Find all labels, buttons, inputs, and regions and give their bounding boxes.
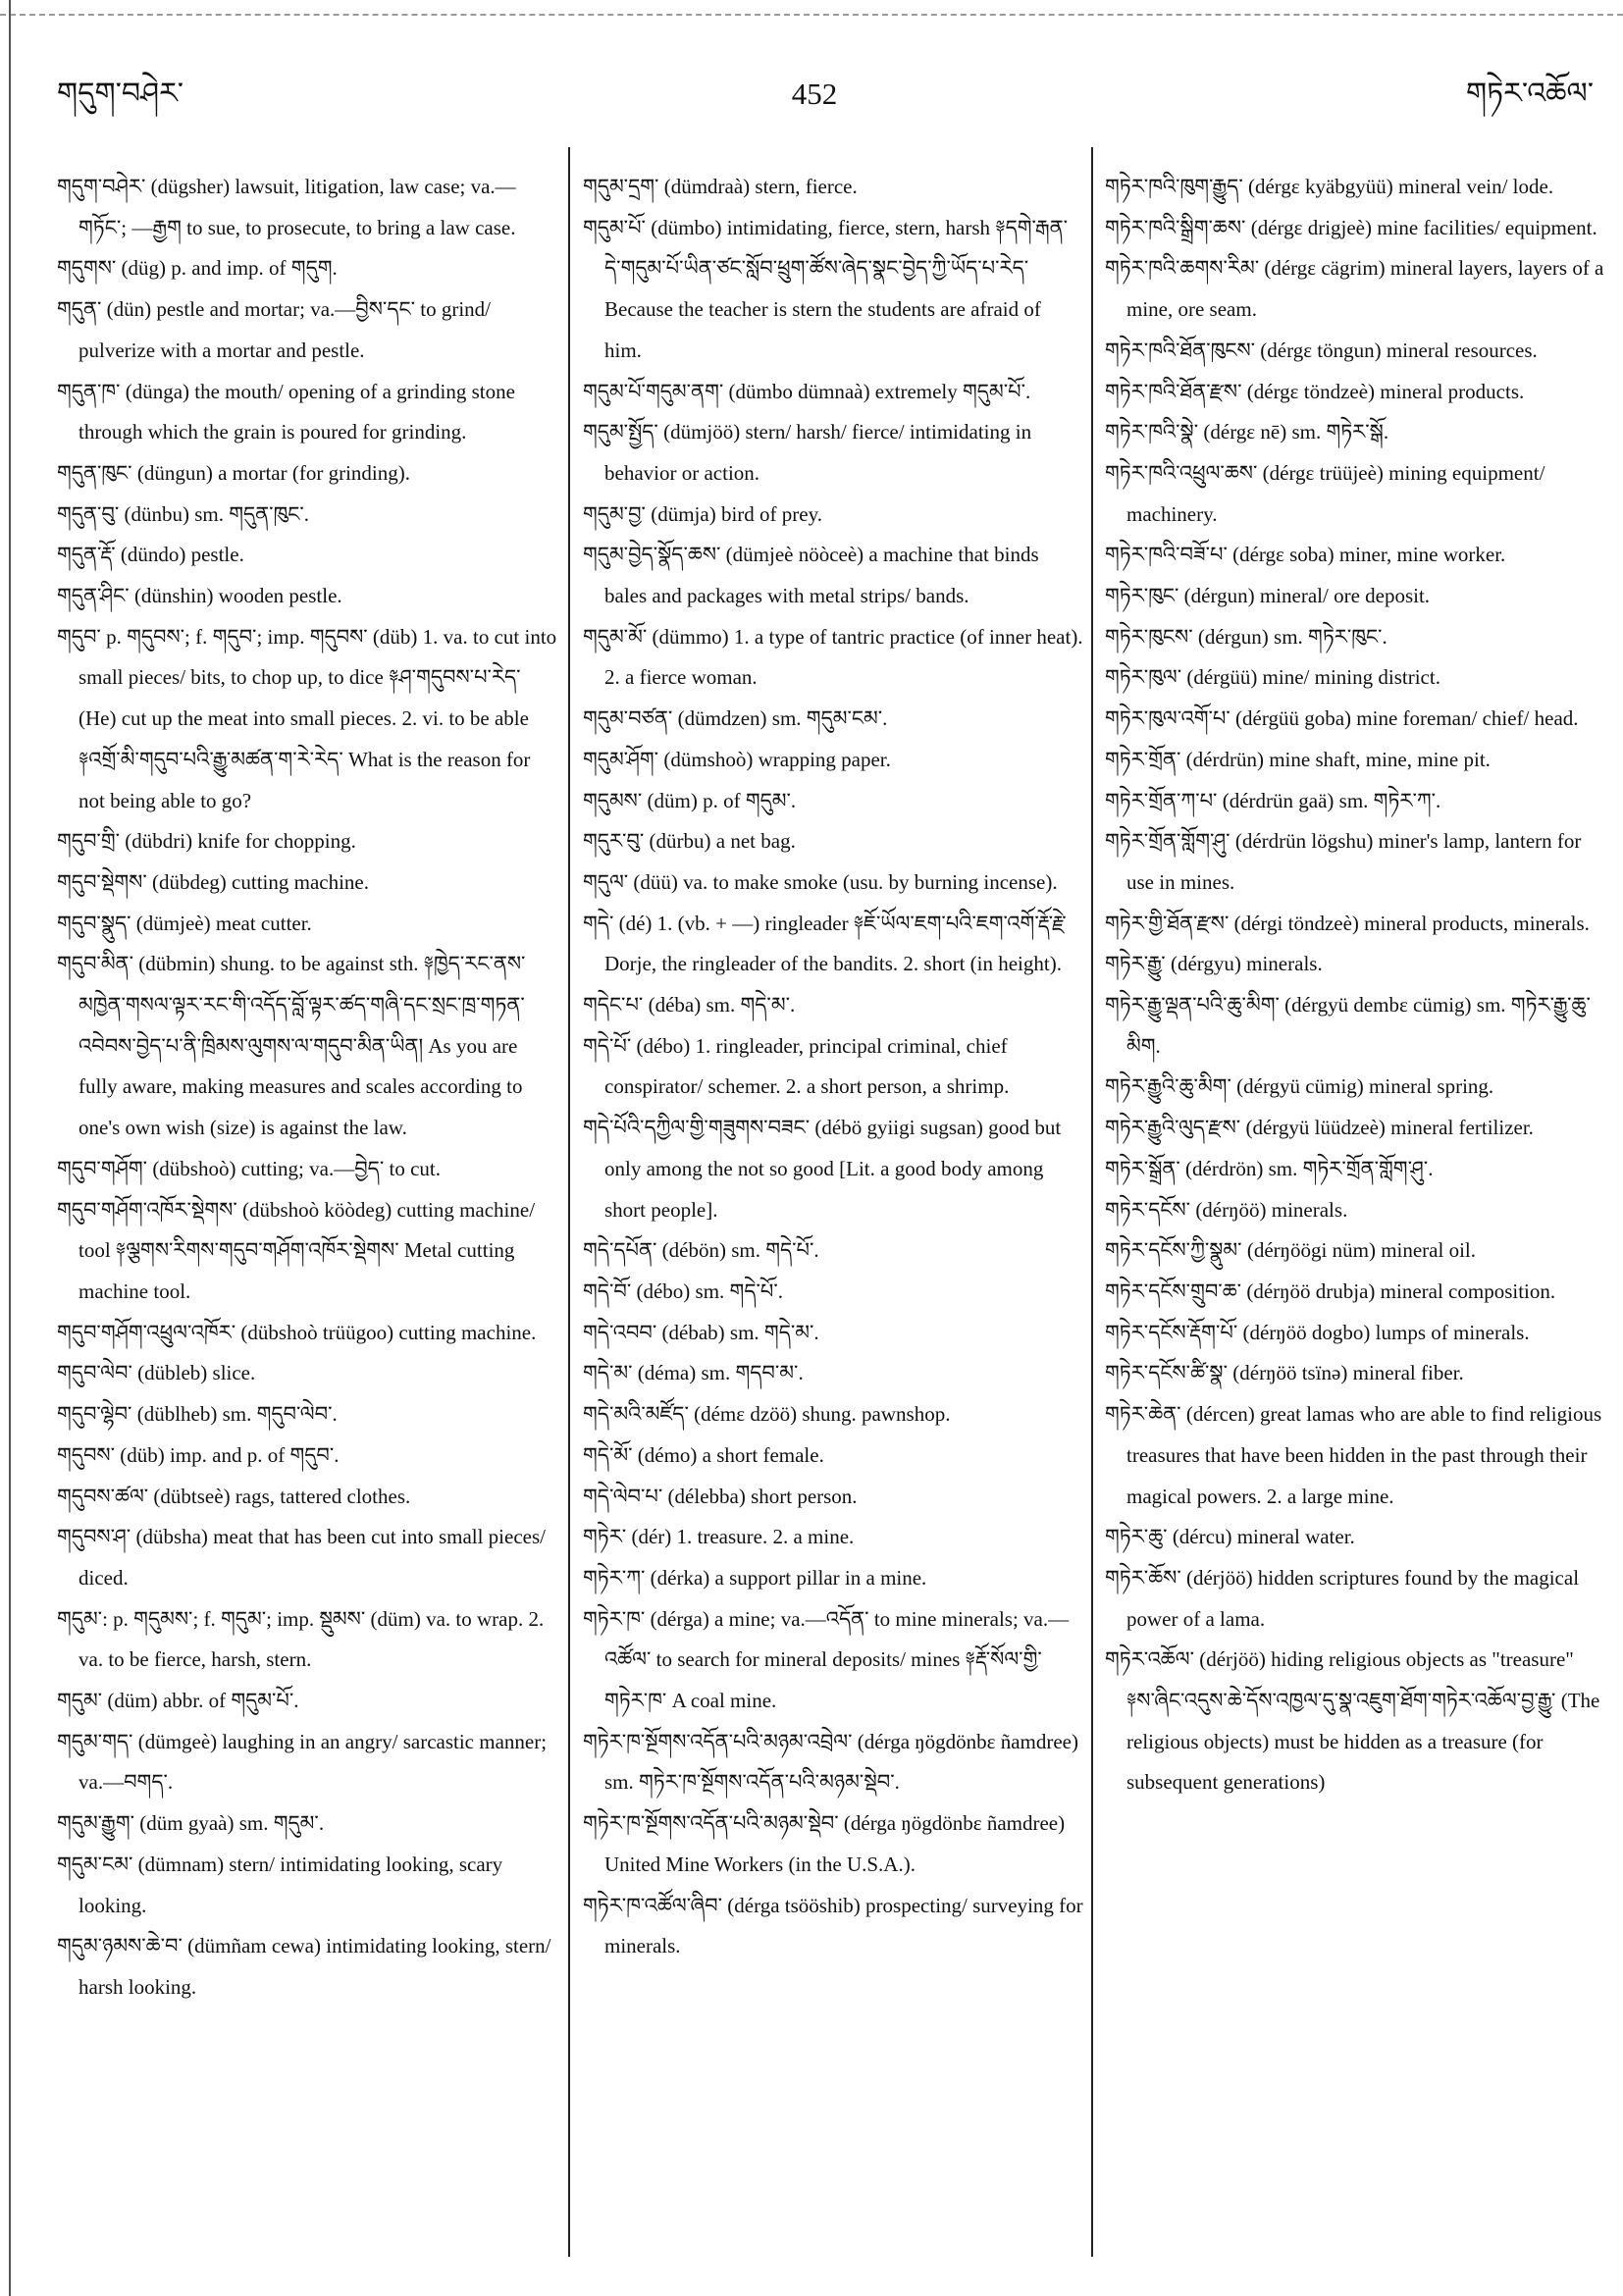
dictionary-entry: གདུམ་གད་ (dümgeè) laughing in an angry/ sarcastic manner; va.—བགད་. bbox=[57, 1729, 548, 1795]
dictionary-entry: གདུམ་: p. གདུམས་; f. གདུམ་; imp. སྡུམས་ (düm) va. to wrap. 2. va. to be fierce, harsh, stern. bbox=[57, 1606, 545, 1672]
dictionary-entry: གདེ་མ་ (déma) sm. གདབ་མ་. bbox=[583, 1361, 804, 1385]
dictionary-entry: གདུམ་དྲག་ (dümdraà) stern, fierce. bbox=[583, 175, 858, 198]
dictionary-entry: གདུམ་པོ་གདུམ་ནག་ (dümbo dümnaà) extremely གདུམ་པོ་. bbox=[583, 379, 1031, 403]
dictionary-entry: གཏེར་དངོས་གྲུབ་ཆ་ (dérŋöö drubja) mineral composition. bbox=[1105, 1278, 1556, 1303]
dictionary-entry: གཏེར་དངོས་ཚི་སྣ་ (dérŋöö tsïnə) mineral fiber. bbox=[1105, 1361, 1464, 1385]
dictionary-entry: གདུམ་ཤོག་ (dümshoò) wrapping paper. bbox=[583, 747, 891, 771]
dictionary-entry: གདུམ་བྱ་ (dümja) bird of prey. bbox=[583, 501, 822, 526]
dictionary-entry: གཏེར་སྒྲོན་ (dérdrön) sm. གཏེར་གྲོན་གློག་ཤུ་. bbox=[1105, 1156, 1434, 1180]
dictionary-entry: གདུར་བུ་ (dürbu) a net bag. bbox=[583, 829, 796, 854]
dictionary-entry: གཏེར་ཁུང་ (dérgun) mineral/ ore deposit. bbox=[1105, 584, 1431, 608]
dictionary-entry: གདེ་པོའི་དཀྱིལ་གྱི་གཟུགས་བཟང་ (débö gyiigi sugsan) good but only among the not so good [Lit. a good body among short people]. bbox=[583, 1116, 1062, 1222]
top-dashed-rule bbox=[0, 14, 1623, 16]
dictionary-entry: གདུབ་གྲི་ (dübdri) knife for chopping. bbox=[57, 829, 356, 854]
dictionary-entry: གདུག་བཤེར་ (dügsher) lawsuit, litigation, law case; va.— གཏོང་; —རྒྱག to sue, to prosecute, to bring a law case. bbox=[57, 175, 516, 239]
dictionary-entry: གདེ་པོ་ (débo) 1. ringleader, principal criminal, chief conspirator/ schemer. 2. a short person, a shrimp. bbox=[583, 1033, 1010, 1099]
dictionary-entry: གདུམ་རྒྱུག་ (düm gyaà) sm. གདུམ་. bbox=[57, 1811, 325, 1836]
dictionary-entry: གཏེར་གྲོན་གློག་ཤུ་ (dérdrün lögshu) miner's lamp, lantern for use in mines. bbox=[1105, 829, 1582, 894]
dictionary-column-2 bbox=[583, 167, 1083, 2227]
dictionary-entry: གདུབ་གཤོག་ (dübshoò) cutting; va.—བྱེད་ to cut. bbox=[57, 1156, 441, 1180]
dictionary-entry: གཏེར་ཁའི་བཟོ་པ་ (dérgε soba) miner, mine worker. bbox=[1105, 543, 1506, 567]
dictionary-entry: གདུམ་བྱེད་སྣོད་ཆས་ (dümjeè nöòceè) a machine that binds bales and packages with metal strips/ bands. bbox=[583, 543, 1039, 608]
dictionary-entry: གདུབ་མིན་ (dübmin) shung. to be against sth. ༈ཁྱེད་རང་ནས་མཁྱེན་གསལ་ལྟར་རང་གི་འདོད་བློ་ལྟར་ཚད་གཞི་དང་སྲང་ཁྲ་གཏན་འབེབས་བྱེད་པ་ནི་ཁྲིམས་ལུགས་ལ་གདུབ་མིན་ཡིན། As you are fully aware, making measures and scales according to one's own wish (size) is against the law. bbox=[57, 952, 526, 1140]
dictionary-column-3 bbox=[1105, 167, 1605, 2227]
dictionary-entry: གཏེར་རྒྱུའི་ལུད་རྫས་ (dérgyü lüüdzeè) mineral fertilizer. bbox=[1105, 1116, 1534, 1140]
page-number: 452 bbox=[791, 77, 838, 111]
dictionary-entry: གཏེར་རྒྱུ་ལྡན་པའི་ཆུ་མིག་ (dérgyü dembε cümig) sm. གཏེར་རྒྱུ་ཆུ་མིག. bbox=[1105, 993, 1591, 1058]
dictionary-entry: གཏེར་གྱི་ཐོན་རྫས་ (dérgi töndzeè) mineral products, minerals. bbox=[1105, 911, 1590, 935]
column-divider bbox=[568, 147, 570, 2257]
column-divider bbox=[1091, 147, 1093, 2257]
dictionary-entry: གཏེར་དངོས་རྡོག་པོ་ (dérŋöö dogbo) lumps of minerals. bbox=[1105, 1320, 1530, 1344]
dictionary-entry: གཏེར་ཁུལ་འགོ་པ་ (dérgüü goba) mine foreman/ chief/ head. bbox=[1105, 706, 1579, 731]
dictionary-entry: གདེང་པ་ (déba) sm. གདེ་མ་. bbox=[583, 993, 796, 1018]
dictionary-entry: གདུབ་ལེབ་ (dübleb) slice. bbox=[57, 1361, 256, 1385]
dictionary-entry: གཏེར་ཁའི་ཁུག་རྒྱུད་ (dérgε kyäbgyüü) mineral vein/ lode. bbox=[1105, 175, 1554, 198]
running-head-right: གཏེར་འཆོལ་ bbox=[1466, 78, 1594, 110]
dictionary-entry: གདུམ་མོ་ (dümmo) 1. a type of tantric practice (of inner heat). 2. a fierce woman. bbox=[583, 624, 1083, 690]
dictionary-entry: གཏེར་ཆུ་ (dércu) mineral water. bbox=[1105, 1525, 1355, 1549]
dictionary-entry: གཏེར་ཁ་སྔོགས་འདོན་པའི་མཉམ་འབྲེལ་ (dérga ŋögdönbε ñamdree) sm. གཏེར་ཁ་སྔོགས་འདོན་པའི་མཉམ་སྡེབ་. bbox=[583, 1729, 1078, 1795]
dictionary-entry: གཏེར་དངོས་ (dérŋöö) minerals. bbox=[1105, 1197, 1348, 1222]
dictionary-entry: གཏེར་ཀ་ (dérka) a support pillar in a mine. bbox=[583, 1565, 927, 1590]
dictionary-entry: གདུལ་ (düü) va. to make smoke (usu. by burning incense). bbox=[583, 869, 1058, 894]
running-head-left: གདུག་བཤེར་ bbox=[57, 78, 184, 110]
dictionary-entry: གཏེར་རྒྱུ་ (dérgyu) minerals. bbox=[1105, 952, 1323, 976]
dictionary-entry: གཏེར་ཁའི་སྒྲིག་ཆས་ (dérgε drigjeè) mine facilities/ equipment. bbox=[1105, 215, 1597, 239]
dictionary-entry: གདུམ་ཉམས་ཆེ་བ་ (dümñam cewa) intimidating looking, stern/ harsh looking. bbox=[57, 1934, 551, 1999]
dictionary-entry: གདེ་ལེབ་པ་ (délebba) short person. bbox=[583, 1484, 858, 1508]
dictionary-entry: གཏེར་རྒྱུའི་ཆུ་མིག་ (dérgyü cümig) mineral spring. bbox=[1105, 1074, 1494, 1099]
dictionary-entry: གཏེར་ཁུངས་ (dérgun) sm. གཏེར་ཁུང་. bbox=[1105, 624, 1387, 649]
dictionary-entry: གདུམ་པོ་ (dümbo) intimidating, fierce, stern, harsh ༈དགེ་རྒན་དེ་གདུམ་པོ་ཡིན་ཙང་སློབ་ཕྲུག་ཚོས་ཞེད་སྣང་བྱེད་ཀྱི་ཡོད་པ་རེད་ Because the teacher is stern the students are afraid of him. bbox=[583, 215, 1069, 362]
dictionary-entry: གཏེར་ཁ་སྔོགས་འདོན་པའི་མཉམ་སྡེབ་ (dérga ŋögdönbε ñamdree) United Mine Workers (in the U.S.A.). bbox=[583, 1811, 1066, 1876]
dictionary-entry: གདུགས་ (düg) p. and imp. of གདུག. bbox=[57, 256, 338, 281]
dictionary-entry: གཏེར་ཁའི་ཐོན་ཁུངས་ (dérgε töngun) mineral resources. bbox=[1105, 338, 1538, 362]
dictionary-entry: གདུམ་ངམ་ (dümnam) stern/ intimidating looking, scary looking. bbox=[57, 1852, 503, 1917]
dictionary-entry: གཏེར་ཁའི་སྣེ་ (dérgε nē) sm. གཏེར་སྒོ. bbox=[1105, 420, 1389, 444]
dictionary-entry: གདུན་ཤིང་ (dünshin) wooden pestle. bbox=[57, 584, 342, 608]
dictionary-entry: གདེ་འབབ་ (débab) sm. གདེ་མ་. bbox=[583, 1320, 819, 1344]
dictionary-entry: གཏེར་ཁུལ་ (dérgüü) mine/ mining district. bbox=[1105, 665, 1440, 690]
dictionary-entry: གདུན་རྡོ་ (dündo) pestle. bbox=[57, 543, 244, 567]
dictionary-entry: གཏེར་གྲོན་ (dérdrün) mine shaft, mine, mine pit. bbox=[1105, 747, 1491, 771]
dictionary-entry: གཏེར་ཁ་འཚོལ་ཞིབ་ (dérga tsööshib) prospecting/ surveying for minerals. bbox=[583, 1893, 1083, 1958]
left-margin-rule bbox=[9, 0, 11, 2296]
dictionary-entry: གཏེར་ (dér) 1. treasure. 2. a mine. bbox=[583, 1525, 855, 1549]
dictionary-entry: གདུབ་ p. གདུབས་; f. གདུབ་; imp. གདུབས་ (düb) 1. va. to cut into small pieces/ bits, to chop up, to dice ༈ཤ་གདུབས་པ་རེད་ (He) cut up the meat into small pieces. 2. vi. to be able ༈འགྲོ་མི་གདུབ་པའི་རྒྱུ་མཚན་ག་རེ་རེད་ What is the reason for not being able to go? bbox=[57, 624, 557, 812]
dictionary-entry: གཏེར་ཁའི་ཆགས་རིམ་ (dérgε cägrim) mineral layers, layers of a mine, ore seam. bbox=[1105, 256, 1604, 322]
dictionary-entry: གདུབས་ (düb) imp. and p. of གདུབ་. bbox=[57, 1442, 340, 1467]
dictionary-entry: གདེ་བོ་ (débo) sm. གདེ་པོ་. bbox=[583, 1278, 784, 1303]
dictionary-entry: གདུམ་བཙན་ (dümdzen) sm. གདུམ་ངམ་. bbox=[583, 706, 888, 731]
dictionary-entry: གདུབ་ལྷེབ་ (düblheb) sm. གདུབ་ལེབ་. bbox=[57, 1402, 338, 1427]
dictionary-column-1 bbox=[57, 167, 557, 2227]
dictionary-entry: གདུབས་ཤ་ (dübsha) meat that has been cut into small pieces/ diced. bbox=[57, 1525, 546, 1590]
dictionary-entry: གདེ་མོ་ (démo) a short female. bbox=[583, 1442, 824, 1467]
dictionary-entry: གདུན་བུ་ (dünbu) sm. གདུན་ཁུང་. bbox=[57, 501, 310, 526]
dictionary-entry: གཏེར་འཆོལ་ (dérjöö) hiding religious objects as "treasure" ༈ས་ཞིང་འདུས་ཆེ་དོས་འཁྱལ་དུ་སྣ་འཇུག་ཐོག་གཏེར་འཆོལ་བྱ་རྒྱུ་ (The religious objects) must be hidden as a treasure (for subsequent generations) bbox=[1105, 1647, 1600, 1795]
dictionary-entry: གདུན་ (dün) pestle and mortar; va.—བྱིས་དང་ to grind/ pulverize with a mortar and pestle. bbox=[57, 297, 492, 362]
dictionary-entry: གདུམས་ (düm) p. of གདུམ་. bbox=[583, 788, 797, 812]
dictionary-entry: གཏེར་གྲོན་ཀ་པ་ (dérdrün gaä) sm. གཏེར་ཀ་. bbox=[1105, 788, 1441, 812]
dictionary-entry: གཏེར་དངོས་ཀྱི་སྣུམ་ (dérŋöögi nüm) mineral oil. bbox=[1105, 1238, 1476, 1263]
dictionary-entry: གཏེར་ཁ་ (dérga) a mine; va.—འདོན་ to mine minerals; va.—འཚོལ་ to search for mineral deposits/ mines ༈རྡོ་སོལ་གྱི་གཏེར་ཁ་ A coal mine. bbox=[583, 1606, 1070, 1713]
dictionary-entry: གདུན་ཁུང་ (düngun) a mortar (for grinding). bbox=[57, 460, 411, 485]
dictionary-entry: གདུབ་གཤོག་འཁོར་སྡེགས་ (dübshoò köòdeg) cutting machine/ tool ༈ལྕགས་རིགས་གདུབ་གཤོག་འཁོར་སྡེགས་ Metal cutting machine tool. bbox=[57, 1197, 536, 1303]
dictionary-entry: གདུབ་གཤོག་འཕྲུལ་འཁོར་ (dübshoò trüügoo) cutting machine. bbox=[57, 1320, 537, 1344]
dictionary-entry: གཏེར་ཁའི་ཐོན་རྫས་ (dérgε töndzeè) mineral products. bbox=[1105, 379, 1525, 403]
dictionary-entry: གདེ་ (dé) 1. (vb. + —) ringleader ༈ཇོ་ཡོལ་ཇག་པའི་ཇག་འགོ་རྡོ་རྗེ་ Dorje, the ringleader of the bandits. 2. short (in height). bbox=[583, 911, 1067, 976]
dictionary-entry: གདུན་ཁ་ (dünga) the mouth/ opening of a grinding stone through which the grain is poured for grinding. bbox=[57, 379, 515, 444]
dictionary-entry: གདུབ་སྡེགས་ (dübdeg) cutting machine. bbox=[57, 869, 369, 894]
dictionary-entry: གདེ་མའི་མཛོད་ (démε dzöö) shung. pawnshop. bbox=[583, 1402, 951, 1427]
dictionary-entry: གདུབ་སྣུད་ (dümjeè) meat cutter. bbox=[57, 911, 312, 935]
dictionary-entry: གདུམ་ (düm) abbr. of གདུམ་པོ་. bbox=[57, 1689, 299, 1713]
dictionary-entry: གཏེར་ཆོས་ (dérjöö) hidden scriptures found by the magical power of a lama. bbox=[1105, 1565, 1580, 1631]
dictionary-entry: གདུབས་ཚལ་ (dübtseè) rags, tattered clothes. bbox=[57, 1484, 411, 1508]
dictionary-entry: གཏེར་ཆེན་ (dércen) great lamas who are able to find religious treasures that have been hidden in the past through their magical powers. 2. a large mine. bbox=[1105, 1402, 1602, 1508]
dictionary-entry: གཏེར་ཁའི་འཕྲུལ་ཆས་ (dérgε trüüjeè) mining equipment/ machinery. bbox=[1105, 460, 1545, 526]
dictionary-entry: གདུམ་སྤྱོད་ (dümjöö) stern/ harsh/ fierce/ intimidating in behavior or action. bbox=[583, 420, 1032, 485]
dictionary-entry: གདེ་དཔོན་ (débön) sm. གདེ་པོ་. bbox=[583, 1238, 819, 1263]
